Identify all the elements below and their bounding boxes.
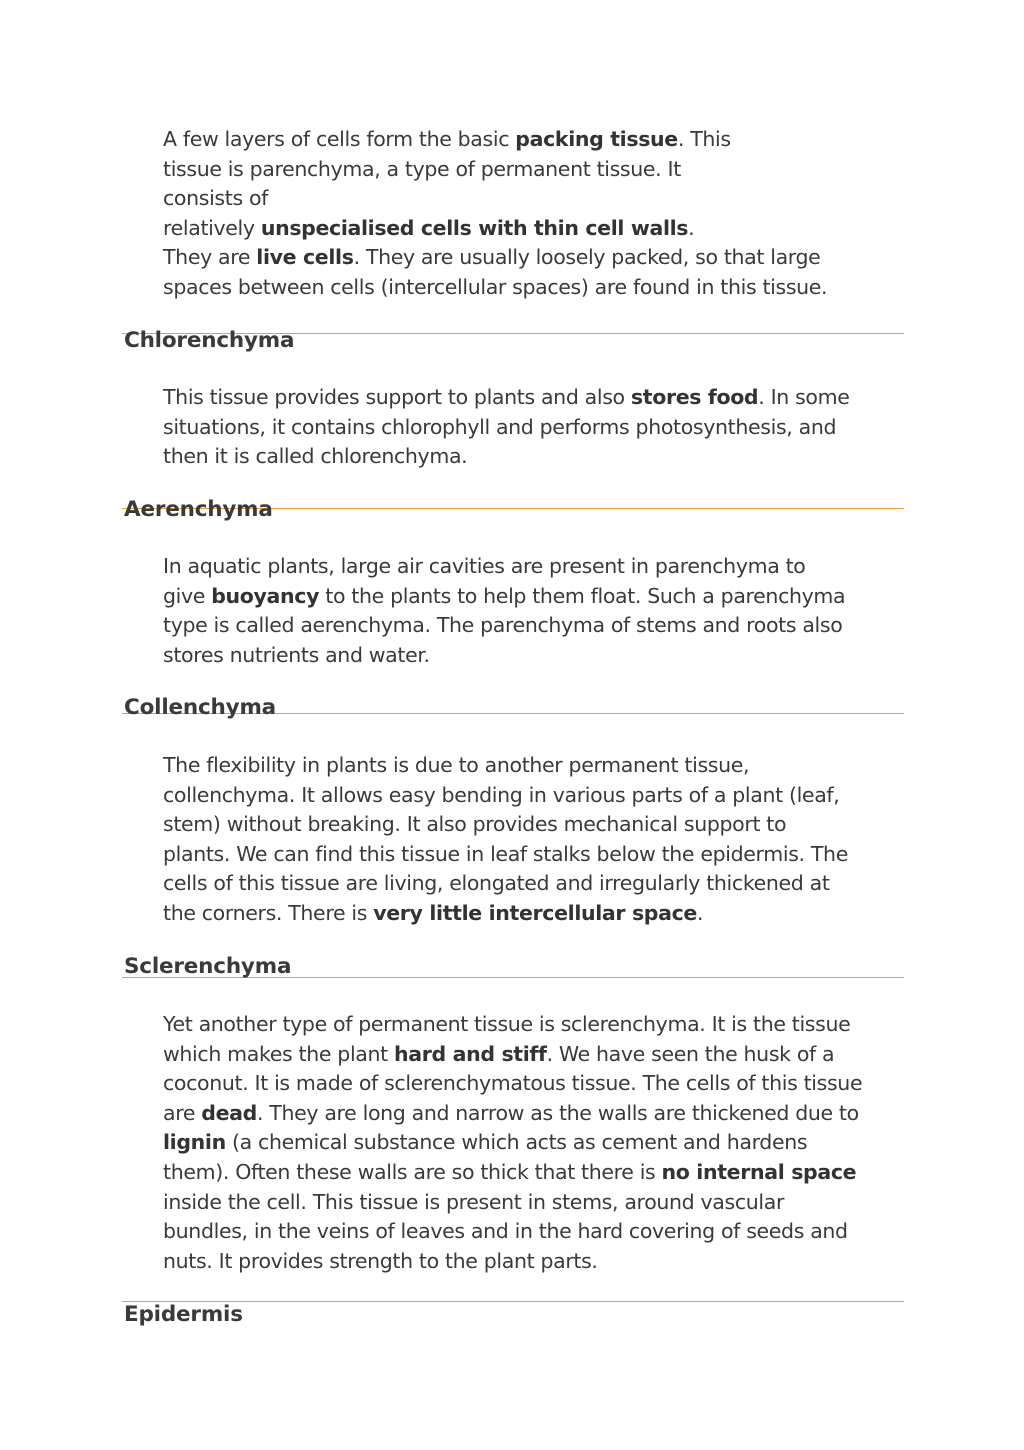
text-line	[163, 442, 850, 472]
text-run: They are	[163, 245, 257, 270]
text-line	[163, 641, 845, 671]
text-line	[163, 781, 848, 811]
text-run: (a chemical substance which acts as cement and hardens	[225, 1130, 808, 1155]
bold-term: stores food	[630, 385, 759, 409]
text-run: stem) without breaking. It also provides mechanical support to	[163, 812, 787, 837]
bold-term: packing tissue	[515, 127, 678, 151]
text-run: stores nutrients and water.	[163, 642, 430, 667]
text-run: nuts. It provides strength to the plant parts.	[163, 1248, 598, 1273]
text-run: Yet another type of permanent tissue is sclerenchyma. It is the tissue	[163, 1012, 851, 1036]
text-line	[163, 184, 827, 214]
text-line	[163, 582, 845, 612]
sclerenchyma-paragraph	[163, 1010, 862, 1276]
text-line	[163, 1188, 862, 1218]
section-heading-sclerenchyma: Sclerenchyma	[124, 954, 292, 979]
text-run: cells of this tissue are living, elongated and irregularly thickened at	[163, 871, 830, 896]
text-run: . They are usually loosely packed, so that large	[353, 245, 821, 270]
text-line	[163, 869, 848, 899]
text-line	[163, 751, 848, 781]
text-line	[163, 155, 827, 185]
bold-term: buoyancy	[211, 583, 320, 608]
text-line	[163, 810, 848, 840]
collenchyma-paragraph	[163, 751, 848, 929]
text-run: type is called aerenchyma. The parenchyma of stems and roots also	[163, 613, 843, 638]
text-run: .	[688, 215, 695, 240]
text-run: . This	[677, 127, 731, 151]
section-heading-aerenchyma: Aerenchyma	[124, 497, 273, 522]
text-run: relatively	[163, 215, 261, 240]
text-run: This tissue provides support to plants and also	[163, 385, 631, 409]
text-line	[163, 899, 848, 929]
text-line	[163, 611, 845, 641]
text-run: bundles, in the veins of leaves and in the hard covering of seeds and	[163, 1219, 848, 1244]
section-heading-epidermis: Epidermis	[124, 1302, 243, 1327]
text-run: which makes the plant	[163, 1041, 394, 1066]
bold-term: unspecialised cells with thin cell walls	[260, 215, 689, 240]
text-line	[163, 1247, 862, 1277]
text-run: them). Often these walls are so thick that there is	[163, 1159, 662, 1184]
text-run: tissue is parenchyma, a type of permanent tissue. It	[163, 156, 681, 181]
text-run: . We have seen the husk of a	[546, 1041, 835, 1066]
text-run: plants. We can find this tissue in leaf stalks below the epidermis. The	[163, 841, 848, 866]
text-run: then it is called chlorenchyma.	[163, 444, 468, 469]
text-line	[163, 125, 827, 155]
text-run: A few layers of cells form the basic	[163, 127, 516, 151]
text-run: are	[163, 1100, 202, 1125]
text-run: The flexibility in plants is due to another permanent tissue,	[163, 753, 750, 777]
text-line	[163, 840, 848, 870]
chlorenchyma-paragraph	[163, 383, 850, 472]
bold-term: lignin	[163, 1130, 226, 1155]
aerenchyma-paragraph	[163, 552, 845, 670]
text-line	[163, 552, 845, 582]
bold-term: very little intercellular space	[373, 900, 697, 925]
section-heading-collenchyma: Collenchyma	[124, 695, 276, 720]
text-line	[163, 1040, 862, 1070]
text-run: collenchyma. It allows easy bending in various parts of a plant (leaf,	[163, 782, 840, 807]
bold-term: live cells	[256, 245, 354, 270]
text-line	[163, 273, 827, 303]
text-line	[163, 214, 827, 244]
text-run: . In some	[758, 385, 850, 409]
text-line	[163, 1128, 862, 1158]
text-line	[163, 1217, 862, 1247]
text-run: inside the cell. This tissue is present in stems, around vascular	[163, 1189, 785, 1214]
text-run: to the plants to help them float. Such a parenchyma	[319, 583, 846, 608]
bold-term: hard and stiff	[394, 1041, 547, 1066]
text-line	[163, 1069, 862, 1099]
text-run: consists of	[163, 186, 269, 211]
text-run: coconut. It is made of sclerenchymatous tissue. The cells of this tissue	[163, 1071, 863, 1096]
text-run: situations, it contains chlorophyll and performs photosynthesis, and	[163, 414, 837, 439]
text-run: . They are long and narrow as the walls are thickened due to	[256, 1100, 859, 1125]
text-line	[163, 1010, 862, 1040]
text-line	[163, 243, 827, 273]
text-run: the corners. There is	[163, 900, 374, 925]
section-heading-chlorenchyma: Chlorenchyma	[124, 328, 295, 353]
text-run: spaces between cells (intercellular spaces) are found in this tissue.	[163, 274, 828, 299]
text-run: In aquatic plants, large air cavities are present in parenchyma to	[163, 554, 806, 578]
intro-paragraph	[163, 125, 827, 303]
bold-term: dead	[201, 1100, 257, 1125]
text-line	[163, 413, 850, 443]
bold-term: no internal space	[661, 1159, 857, 1184]
text-line	[163, 383, 850, 413]
text-line	[163, 1099, 862, 1129]
text-line	[163, 1158, 862, 1188]
text-run: give	[163, 583, 212, 608]
text-run: .	[696, 900, 704, 925]
